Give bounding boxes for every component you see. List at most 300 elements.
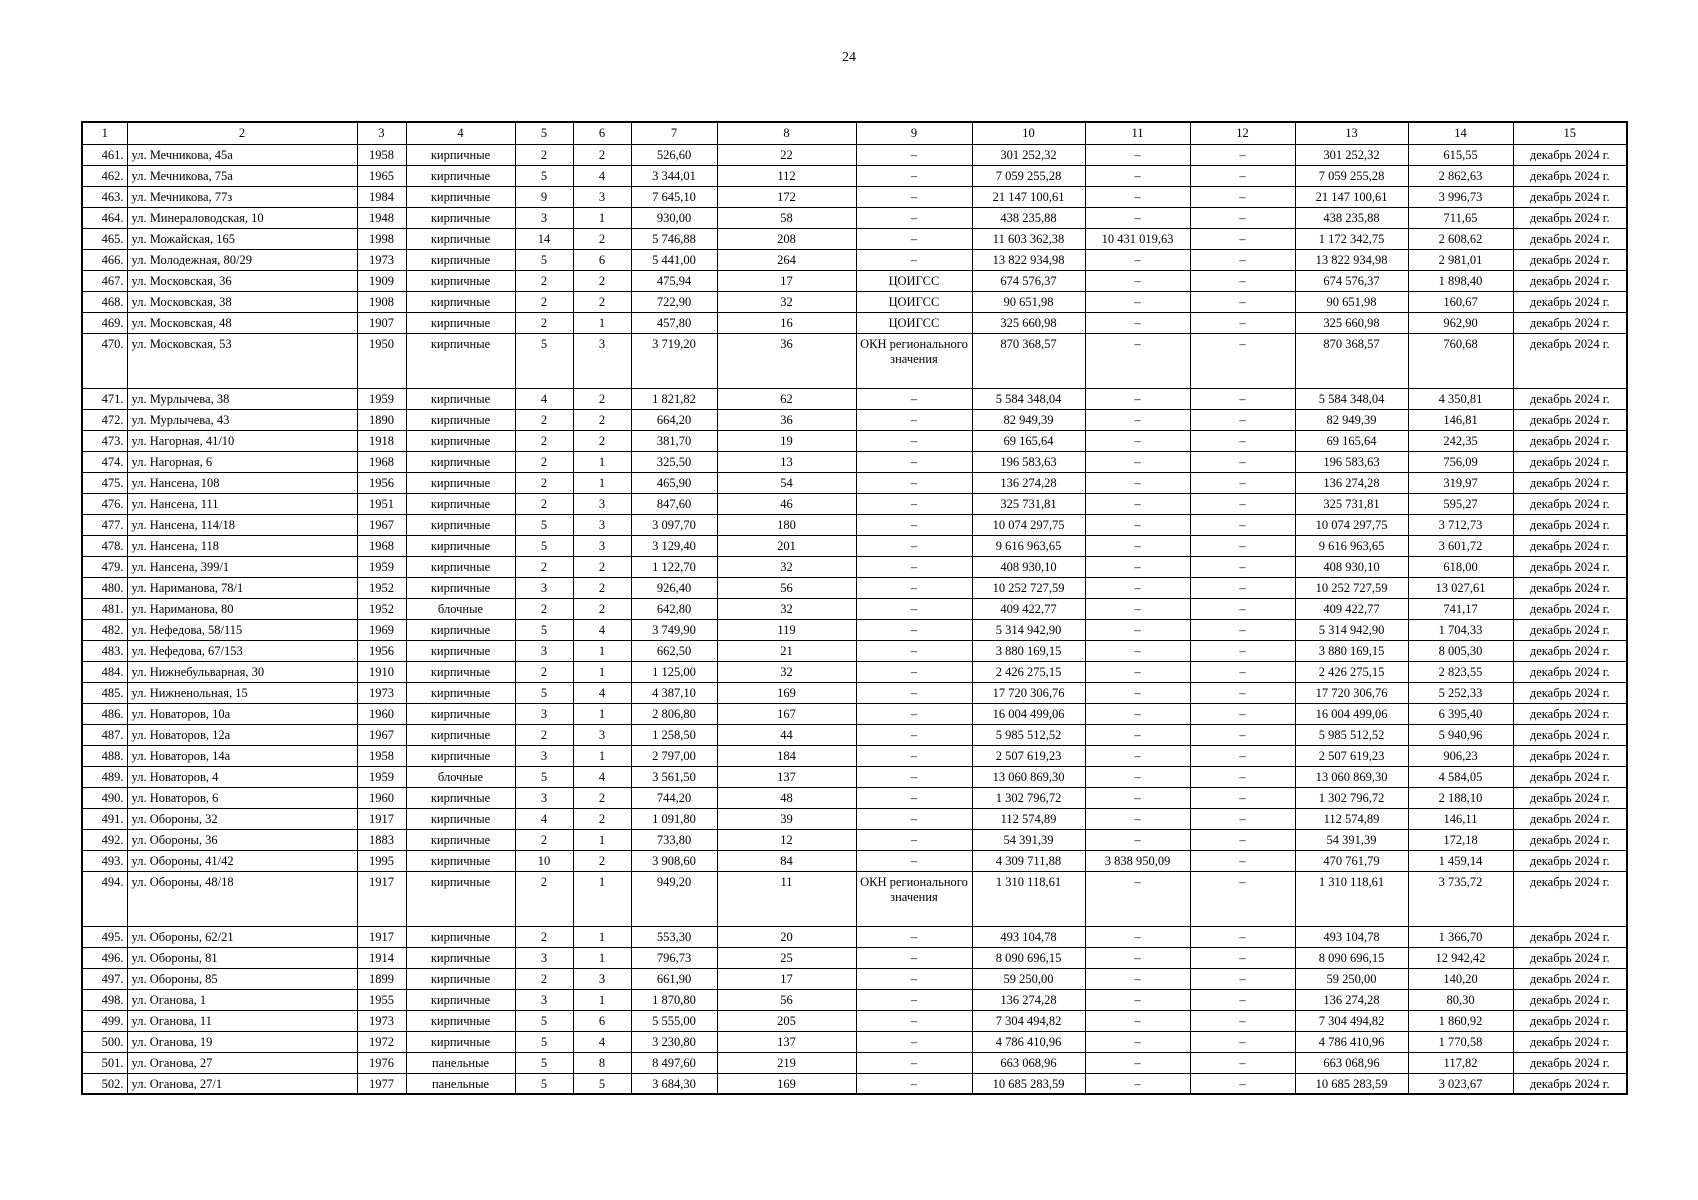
table-cell: декабрь 2024 г. — [1513, 926, 1627, 947]
table-cell: – — [1085, 703, 1190, 724]
table-cell: – — [1190, 270, 1295, 291]
table-cell: ул. Обороны, 36 — [127, 829, 357, 850]
table-cell: 10 685 283,59 — [972, 1073, 1085, 1094]
table-cell: 5 — [515, 619, 573, 640]
table-cell: ул. Обороны, 62/21 — [127, 926, 357, 947]
table-cell: 1976 — [357, 1052, 406, 1073]
table-cell: 1908 — [357, 291, 406, 312]
table-cell: 1998 — [357, 228, 406, 249]
table-cell: 9 616 963,65 — [1295, 535, 1408, 556]
table-cell: 2 — [573, 270, 631, 291]
table-cell: 48 — [717, 787, 856, 808]
table-cell: – — [1190, 249, 1295, 270]
table-cell: 674 576,37 — [1295, 270, 1408, 291]
table-cell: 3 880 169,15 — [972, 640, 1085, 661]
table-cell: 4 — [573, 619, 631, 640]
table-cell: 470. — [82, 333, 127, 388]
table-cell: – — [1085, 409, 1190, 430]
table-cell: ул. Оганова, 27 — [127, 1052, 357, 1073]
table-cell: 1883 — [357, 829, 406, 850]
table-cell: 2 — [573, 228, 631, 249]
table-cell: – — [1190, 703, 1295, 724]
table-cell: 494. — [82, 871, 127, 926]
table-cell: 2 — [515, 598, 573, 619]
table-cell: 1 310 118,61 — [1295, 871, 1408, 926]
table-cell: 847,60 — [631, 493, 717, 514]
table-row — [82, 968, 1627, 989]
table-cell: 3 — [573, 186, 631, 207]
table-cell: 319,97 — [1408, 472, 1513, 493]
table-cell: декабрь 2024 г. — [1513, 514, 1627, 535]
table-cell: – — [1190, 472, 1295, 493]
table-cell: 475,94 — [631, 270, 717, 291]
table-cell: – — [856, 1031, 972, 1052]
table-cell: 1 770,58 — [1408, 1031, 1513, 1052]
table-cell: – — [1190, 947, 1295, 968]
table-cell: 3 — [573, 968, 631, 989]
table-cell: 5 — [515, 535, 573, 556]
table-cell: – — [1085, 640, 1190, 661]
table-cell: 2 — [515, 430, 573, 451]
table-cell: 497. — [82, 968, 127, 989]
table-cell: 3 749,90 — [631, 619, 717, 640]
table-cell: – — [1085, 165, 1190, 186]
table-cell: 2 507 619,23 — [972, 745, 1085, 766]
table-cell: 36 — [717, 333, 856, 388]
table-cell: 4 584,05 — [1408, 766, 1513, 787]
table-cell: – — [1190, 787, 1295, 808]
table-cell: – — [1190, 514, 1295, 535]
table-cell: кирпичные — [406, 829, 515, 850]
table-cell: ОКН регионального значения — [856, 333, 972, 388]
table-cell: кирпичные — [406, 409, 515, 430]
table-cell: кирпичные — [406, 745, 515, 766]
table-cell: декабрь 2024 г. — [1513, 703, 1627, 724]
table-cell: 3 — [573, 493, 631, 514]
table-cell: – — [1190, 989, 1295, 1010]
table-cell: ул. Мурлычева, 43 — [127, 409, 357, 430]
table-cell: – — [1085, 144, 1190, 165]
table-cell: – — [1190, 871, 1295, 926]
table-cell: – — [856, 228, 972, 249]
table-row — [82, 270, 1627, 291]
table-cell: – — [856, 451, 972, 472]
table-cell: декабрь 2024 г. — [1513, 968, 1627, 989]
table-cell: 479. — [82, 556, 127, 577]
table-row — [82, 333, 1627, 388]
table-cell: 1914 — [357, 947, 406, 968]
table-cell: 10 252 727,59 — [972, 577, 1085, 598]
table-cell: – — [1085, 766, 1190, 787]
table-cell: 472. — [82, 409, 127, 430]
table-cell: 1973 — [357, 249, 406, 270]
table-cell: декабрь 2024 г. — [1513, 535, 1627, 556]
table-cell: кирпичные — [406, 249, 515, 270]
table-cell: 467. — [82, 270, 127, 291]
table-cell: 46 — [717, 493, 856, 514]
table-cell: 475. — [82, 472, 127, 493]
table-row — [82, 829, 1627, 850]
table-cell: 5 441,00 — [631, 249, 717, 270]
table-cell: 1918 — [357, 430, 406, 451]
table-cell: – — [1085, 556, 1190, 577]
table-row — [82, 493, 1627, 514]
table-cell: – — [1085, 207, 1190, 228]
table-cell: 1968 — [357, 535, 406, 556]
table-cell: 2 — [515, 661, 573, 682]
table-cell: 10 074 297,75 — [1295, 514, 1408, 535]
table-cell: ул. Новаторов, 4 — [127, 766, 357, 787]
table-cell: 2 — [573, 850, 631, 871]
table-cell: 1 — [573, 472, 631, 493]
table-cell: 44 — [717, 724, 856, 745]
table-cell: 58 — [717, 207, 856, 228]
table-cell: ул. Нижнебульварная, 30 — [127, 661, 357, 682]
column-header: 7 — [631, 122, 717, 144]
table-row — [82, 556, 1627, 577]
table-cell: 13 822 934,98 — [1295, 249, 1408, 270]
table-cell: ул. Нижненольная, 15 — [127, 682, 357, 703]
table-cell: 3 023,67 — [1408, 1073, 1513, 1094]
table-cell: 7 059 255,28 — [972, 165, 1085, 186]
table-cell: 69 165,64 — [1295, 430, 1408, 451]
table-cell: декабрь 2024 г. — [1513, 144, 1627, 165]
table-row — [82, 472, 1627, 493]
table-cell: 10 431 019,63 — [1085, 228, 1190, 249]
table-cell: 3 908,60 — [631, 850, 717, 871]
table-row — [82, 144, 1627, 165]
table-cell: кирпичные — [406, 430, 515, 451]
table-cell: – — [1190, 493, 1295, 514]
table-cell: декабрь 2024 г. — [1513, 228, 1627, 249]
table-cell: – — [1085, 745, 1190, 766]
table-cell: 661,90 — [631, 968, 717, 989]
table-cell: 491. — [82, 808, 127, 829]
table-cell: – — [856, 409, 972, 430]
table-cell: 136 274,28 — [1295, 989, 1408, 1010]
table-cell: декабрь 2024 г. — [1513, 430, 1627, 451]
table-cell: 17 — [717, 968, 856, 989]
table-cell: кирпичные — [406, 787, 515, 808]
table-cell: 2 — [515, 451, 573, 472]
table-cell: – — [856, 207, 972, 228]
table-cell: – — [1190, 829, 1295, 850]
table-cell: – — [1085, 249, 1190, 270]
table-cell: – — [1190, 430, 1295, 451]
table-cell: 502. — [82, 1073, 127, 1094]
table-cell: – — [1085, 291, 1190, 312]
table-cell: 5 — [515, 1010, 573, 1031]
table-cell: кирпичные — [406, 514, 515, 535]
table-cell: ул. Обороны, 85 — [127, 968, 357, 989]
table-cell: – — [856, 1073, 972, 1094]
table-cell: 62 — [717, 388, 856, 409]
table-cell: – — [1085, 1052, 1190, 1073]
table-cell: декабрь 2024 г. — [1513, 829, 1627, 850]
table-cell: 760,68 — [1408, 333, 1513, 388]
table-cell: 756,09 — [1408, 451, 1513, 472]
table-cell: ул. Нариманова, 80 — [127, 598, 357, 619]
table-cell: кирпичные — [406, 493, 515, 514]
table-row — [82, 409, 1627, 430]
page-number: 24 — [842, 50, 856, 65]
table-cell: 2 — [515, 493, 573, 514]
table-cell: 8 090 696,15 — [1295, 947, 1408, 968]
table-cell: 4 309 711,88 — [972, 850, 1085, 871]
table-cell: 1956 — [357, 472, 406, 493]
table-cell: 2 — [573, 291, 631, 312]
table-cell: 13 — [717, 451, 856, 472]
table-cell: 1 302 796,72 — [972, 787, 1085, 808]
table-cell: – — [1085, 333, 1190, 388]
column-header: 14 — [1408, 122, 1513, 144]
table-row — [82, 207, 1627, 228]
table-row — [82, 703, 1627, 724]
table-cell: 674 576,37 — [972, 270, 1085, 291]
table-row — [82, 1010, 1627, 1031]
table-cell: 595,27 — [1408, 493, 1513, 514]
table-row — [82, 926, 1627, 947]
table-cell: 499. — [82, 1010, 127, 1031]
table-cell: кирпичные — [406, 1010, 515, 1031]
table-cell: декабрь 2024 г. — [1513, 312, 1627, 333]
table-row — [82, 808, 1627, 829]
table-cell: 2 862,63 — [1408, 165, 1513, 186]
table-row — [82, 871, 1627, 926]
table-cell: 5 584 348,04 — [1295, 388, 1408, 409]
table-cell: 489. — [82, 766, 127, 787]
table-cell: 3 230,80 — [631, 1031, 717, 1052]
table-cell: ул. Оганова, 11 — [127, 1010, 357, 1031]
table-cell: декабрь 2024 г. — [1513, 1031, 1627, 1052]
table-cell: кирпичные — [406, 577, 515, 598]
table-cell: 1917 — [357, 871, 406, 926]
table-cell: кирпичные — [406, 724, 515, 745]
table-cell: 493 104,78 — [972, 926, 1085, 947]
table-cell: 463. — [82, 186, 127, 207]
table-cell: – — [1190, 640, 1295, 661]
table-cell: ул. Обороны, 48/18 — [127, 871, 357, 926]
table-cell: 80,30 — [1408, 989, 1513, 1010]
table-cell: 325 660,98 — [1295, 312, 1408, 333]
table-cell: 480. — [82, 577, 127, 598]
table-cell: 1956 — [357, 640, 406, 661]
table-cell: 3 712,73 — [1408, 514, 1513, 535]
table-cell: 5 — [515, 766, 573, 787]
table-cell: 2 — [515, 144, 573, 165]
table-cell: 5 — [515, 514, 573, 535]
table-cell: ул. Обороны, 41/42 — [127, 850, 357, 871]
table-cell: – — [1085, 724, 1190, 745]
table-cell: 484. — [82, 661, 127, 682]
table-cell: 112 574,89 — [1295, 808, 1408, 829]
table-cell: 180 — [717, 514, 856, 535]
table-cell: 1917 — [357, 808, 406, 829]
table-cell: 9 616 963,65 — [972, 535, 1085, 556]
table-cell: 741,17 — [1408, 598, 1513, 619]
table-cell: 3 — [573, 724, 631, 745]
table-cell: 167 — [717, 703, 856, 724]
table-cell: – — [1085, 947, 1190, 968]
table-cell: 1 091,80 — [631, 808, 717, 829]
table-cell: 553,30 — [631, 926, 717, 947]
table-cell: 1952 — [357, 577, 406, 598]
table-cell: 32 — [717, 598, 856, 619]
table-cell: 3 — [515, 947, 573, 968]
table-cell: декабрь 2024 г. — [1513, 472, 1627, 493]
table-cell: – — [1190, 1010, 1295, 1031]
table-cell: 7 059 255,28 — [1295, 165, 1408, 186]
table-row — [82, 1031, 1627, 1052]
table-cell: 5 252,33 — [1408, 682, 1513, 703]
table-cell: 1 — [573, 926, 631, 947]
table-cell: 1969 — [357, 619, 406, 640]
table-cell: – — [1190, 619, 1295, 640]
table-cell: 487. — [82, 724, 127, 745]
table-cell: 4 786 410,96 — [972, 1031, 1085, 1052]
table-cell: 1910 — [357, 661, 406, 682]
table-cell: 32 — [717, 291, 856, 312]
table-cell: 1960 — [357, 787, 406, 808]
table-cell: кирпичные — [406, 871, 515, 926]
table-cell: 3 097,70 — [631, 514, 717, 535]
table-cell: 2 — [573, 144, 631, 165]
table-row — [82, 249, 1627, 270]
table-cell: 172 — [717, 186, 856, 207]
table-cell: – — [1190, 1052, 1295, 1073]
table-body — [82, 144, 1627, 1094]
table-cell: – — [856, 514, 972, 535]
table-cell: – — [856, 556, 972, 577]
table-cell: 5 — [515, 1031, 573, 1052]
table-cell: кирпичные — [406, 850, 515, 871]
table-cell: 493 104,78 — [1295, 926, 1408, 947]
table-cell: 3 — [573, 333, 631, 388]
table-cell: – — [1085, 787, 1190, 808]
table-cell: декабрь 2024 г. — [1513, 619, 1627, 640]
table-cell: 325 731,81 — [972, 493, 1085, 514]
table-cell: 7 645,10 — [631, 186, 717, 207]
table-cell: – — [1190, 766, 1295, 787]
table-cell: – — [1190, 451, 1295, 472]
table-cell: декабрь 2024 г. — [1513, 640, 1627, 661]
table-cell: 301 252,32 — [972, 144, 1085, 165]
table-cell: 2 — [515, 926, 573, 947]
table-cell: 1907 — [357, 312, 406, 333]
table-cell: – — [856, 787, 972, 808]
table-cell: 6 395,40 — [1408, 703, 1513, 724]
table-cell: 8 090 696,15 — [972, 947, 1085, 968]
table-cell: 10 — [515, 850, 573, 871]
table-cell: 21 147 100,61 — [1295, 186, 1408, 207]
table-cell: блочные — [406, 766, 515, 787]
table-row — [82, 724, 1627, 745]
table-cell: 169 — [717, 1073, 856, 1094]
table-cell: – — [1190, 968, 1295, 989]
column-header: 12 — [1190, 122, 1295, 144]
column-header: 5 — [515, 122, 573, 144]
table-cell: 8 — [573, 1052, 631, 1073]
table-cell: 140,20 — [1408, 968, 1513, 989]
table-cell: декабрь 2024 г. — [1513, 598, 1627, 619]
table-cell: декабрь 2024 г. — [1513, 451, 1627, 472]
table-cell: 485. — [82, 682, 127, 703]
table-cell: кирпичные — [406, 451, 515, 472]
table-cell: ЦОИГСС — [856, 291, 972, 312]
table-cell: – — [856, 808, 972, 829]
table-row — [82, 598, 1627, 619]
table-cell: ул. Минераловодская, 10 — [127, 207, 357, 228]
table-cell: 711,65 — [1408, 207, 1513, 228]
table-cell: 2 — [573, 577, 631, 598]
table-cell: ул. Мечникова, 77з — [127, 186, 357, 207]
table-cell: 1959 — [357, 766, 406, 787]
table-cell: – — [856, 850, 972, 871]
table-cell: ул. Обороны, 32 — [127, 808, 357, 829]
table-cell: 5 940,96 — [1408, 724, 1513, 745]
table-cell: 486. — [82, 703, 127, 724]
table-cell: ул. Московская, 53 — [127, 333, 357, 388]
table-cell: 39 — [717, 808, 856, 829]
table-cell: 2 — [515, 968, 573, 989]
table-cell: ул. Оганова, 19 — [127, 1031, 357, 1052]
table-cell: 526,60 — [631, 144, 717, 165]
table-cell: ул. Московская, 48 — [127, 312, 357, 333]
table-cell: – — [856, 493, 972, 514]
table-cell: кирпичные — [406, 333, 515, 388]
table-cell: 208 — [717, 228, 856, 249]
table-cell: 490. — [82, 787, 127, 808]
table-cell: кирпичные — [406, 270, 515, 291]
table-cell: ул. Молодежная, 80/29 — [127, 249, 357, 270]
column-header: 8 — [717, 122, 856, 144]
table-cell: 90 651,98 — [1295, 291, 1408, 312]
table-cell: 906,23 — [1408, 745, 1513, 766]
table-cell: – — [1190, 144, 1295, 165]
table-cell: 1967 — [357, 514, 406, 535]
table-cell: 119 — [717, 619, 856, 640]
table-row — [82, 947, 1627, 968]
table-cell: 146,81 — [1408, 409, 1513, 430]
table-cell: 642,80 — [631, 598, 717, 619]
table-cell: – — [856, 766, 972, 787]
table-cell: 5 314 942,90 — [972, 619, 1085, 640]
table-cell: ул. Московская, 38 — [127, 291, 357, 312]
table-cell: 2 — [515, 270, 573, 291]
table-cell: 1955 — [357, 989, 406, 1010]
table-cell: 184 — [717, 745, 856, 766]
table-cell: 1959 — [357, 388, 406, 409]
table-cell: 2 — [515, 724, 573, 745]
table-cell: 477. — [82, 514, 127, 535]
table-cell: – — [1085, 577, 1190, 598]
table-cell: 2 — [515, 829, 573, 850]
table-cell: 21 147 100,61 — [972, 186, 1085, 207]
table-cell: 3 — [515, 703, 573, 724]
table-cell: 54 391,39 — [972, 829, 1085, 850]
table-cell: декабрь 2024 г. — [1513, 409, 1627, 430]
table-cell: – — [856, 186, 972, 207]
table-cell: – — [1190, 409, 1295, 430]
table-cell: 196 583,63 — [1295, 451, 1408, 472]
table-cell: кирпичные — [406, 165, 515, 186]
table-row — [82, 451, 1627, 472]
table-cell: 2 188,10 — [1408, 787, 1513, 808]
table-cell: 9 — [515, 186, 573, 207]
table-cell: 1 122,70 — [631, 556, 717, 577]
table-cell: 1 — [573, 207, 631, 228]
table-cell: 13 027,61 — [1408, 577, 1513, 598]
